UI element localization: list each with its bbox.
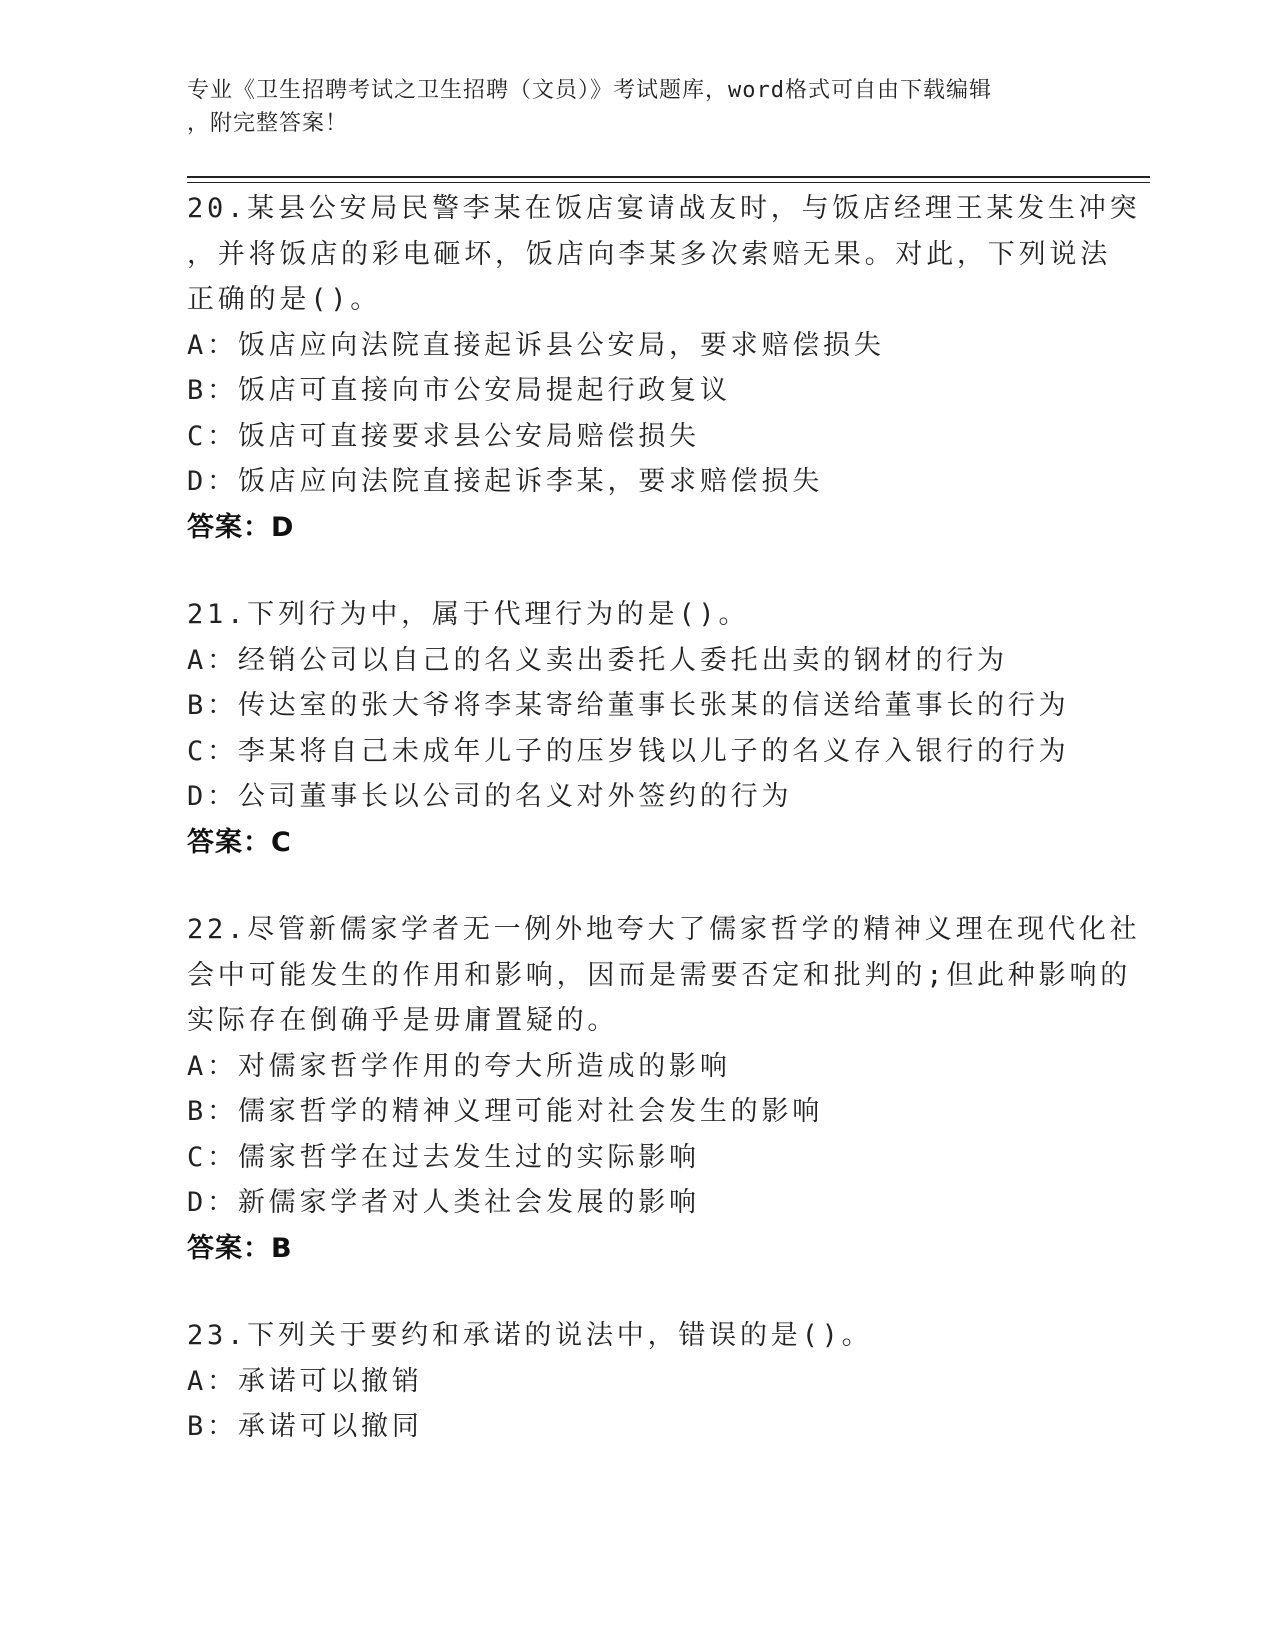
question-text: 实际存在倒确乎是毋庸置疑的。 — [187, 1005, 619, 1036]
question-22 — [187, 907, 1141, 1271]
question-list — [187, 186, 1141, 1492]
option-c: C：李某将自己未成年儿子的压岁钱以儿子的名义存入银行的行为 — [187, 735, 1070, 767]
option-a: A：饭店应向法院直接起诉县公安局，要求赔偿损失 — [187, 329, 885, 361]
question-21 — [187, 592, 1087, 865]
option-d: D：新儒家学者对人类社会发展的影响 — [187, 1187, 700, 1218]
option-a: A：经销公司以自己的名义卖出委托人委托出卖的钢材的行为 — [187, 644, 1008, 676]
option-b: B：承诺可以撤同 — [187, 1411, 423, 1442]
page-header — [187, 74, 1067, 140]
option-c: C：儒家哲学在过去发生过的实际影响 — [187, 1141, 700, 1173]
question-20 — [187, 186, 1141, 550]
question-23 — [187, 1313, 1087, 1450]
option-d: D：公司董事长以公司的名义对外签约的行为 — [187, 781, 793, 812]
option-d: D：饭店应向法院直接起诉李某，要求赔偿损失 — [187, 466, 824, 497]
option-b: B：儒家哲学的精神义理可能对社会发生的影响 — [187, 1096, 824, 1127]
question-text: 23.下列关于要约和承诺的说法中，错误的是()。 — [187, 1320, 873, 1351]
answer-label: 答案：B — [187, 1232, 293, 1264]
question-text: ，并将饭店的彩电砸坏，饭店向李某多次索赔无果。对此，下列说法 — [187, 238, 1111, 270]
question-text: 21.下列行为中，属于代理行为的是()。 — [187, 599, 750, 630]
question-text: 20.某县公安局民警李某在饭店宴请战友时，与饭店经理王某发生冲突 — [187, 193, 1141, 224]
option-b: B：传达室的张大爷将李某寄给董事长张某的信送给董事长的行为 — [187, 690, 1070, 721]
option-a: A：对儒家哲学作用的夸大所造成的影响 — [187, 1050, 731, 1082]
question-text: 正确的是()。 — [187, 284, 382, 315]
header-line: ，附完整答案！ — [187, 111, 349, 136]
header-divider-thin — [187, 182, 1150, 183]
question-text: 22.尽管新儒家学者无一例外地夸大了儒家哲学的精神义理在现代化社 — [187, 914, 1141, 945]
header-divider-thick — [187, 176, 1150, 178]
header-line: 专业《卫生招聘考试之卫生招聘（文员）》考试题库，word格式可自由下载编辑 — [187, 78, 992, 103]
answer-label: 答案：D — [187, 511, 295, 543]
question-text: 会中可能发生的作用和影响，因而是需要否定和批判的;但此种影响的 — [187, 959, 1132, 991]
option-c: C：饭店可直接要求县公安局赔偿损失 — [187, 420, 700, 452]
answer-label: 答案：C — [187, 826, 292, 858]
option-a: A：承诺可以撤销 — [187, 1365, 423, 1397]
option-b: B：饭店可直接向市公安局提起行政复议 — [187, 375, 731, 406]
